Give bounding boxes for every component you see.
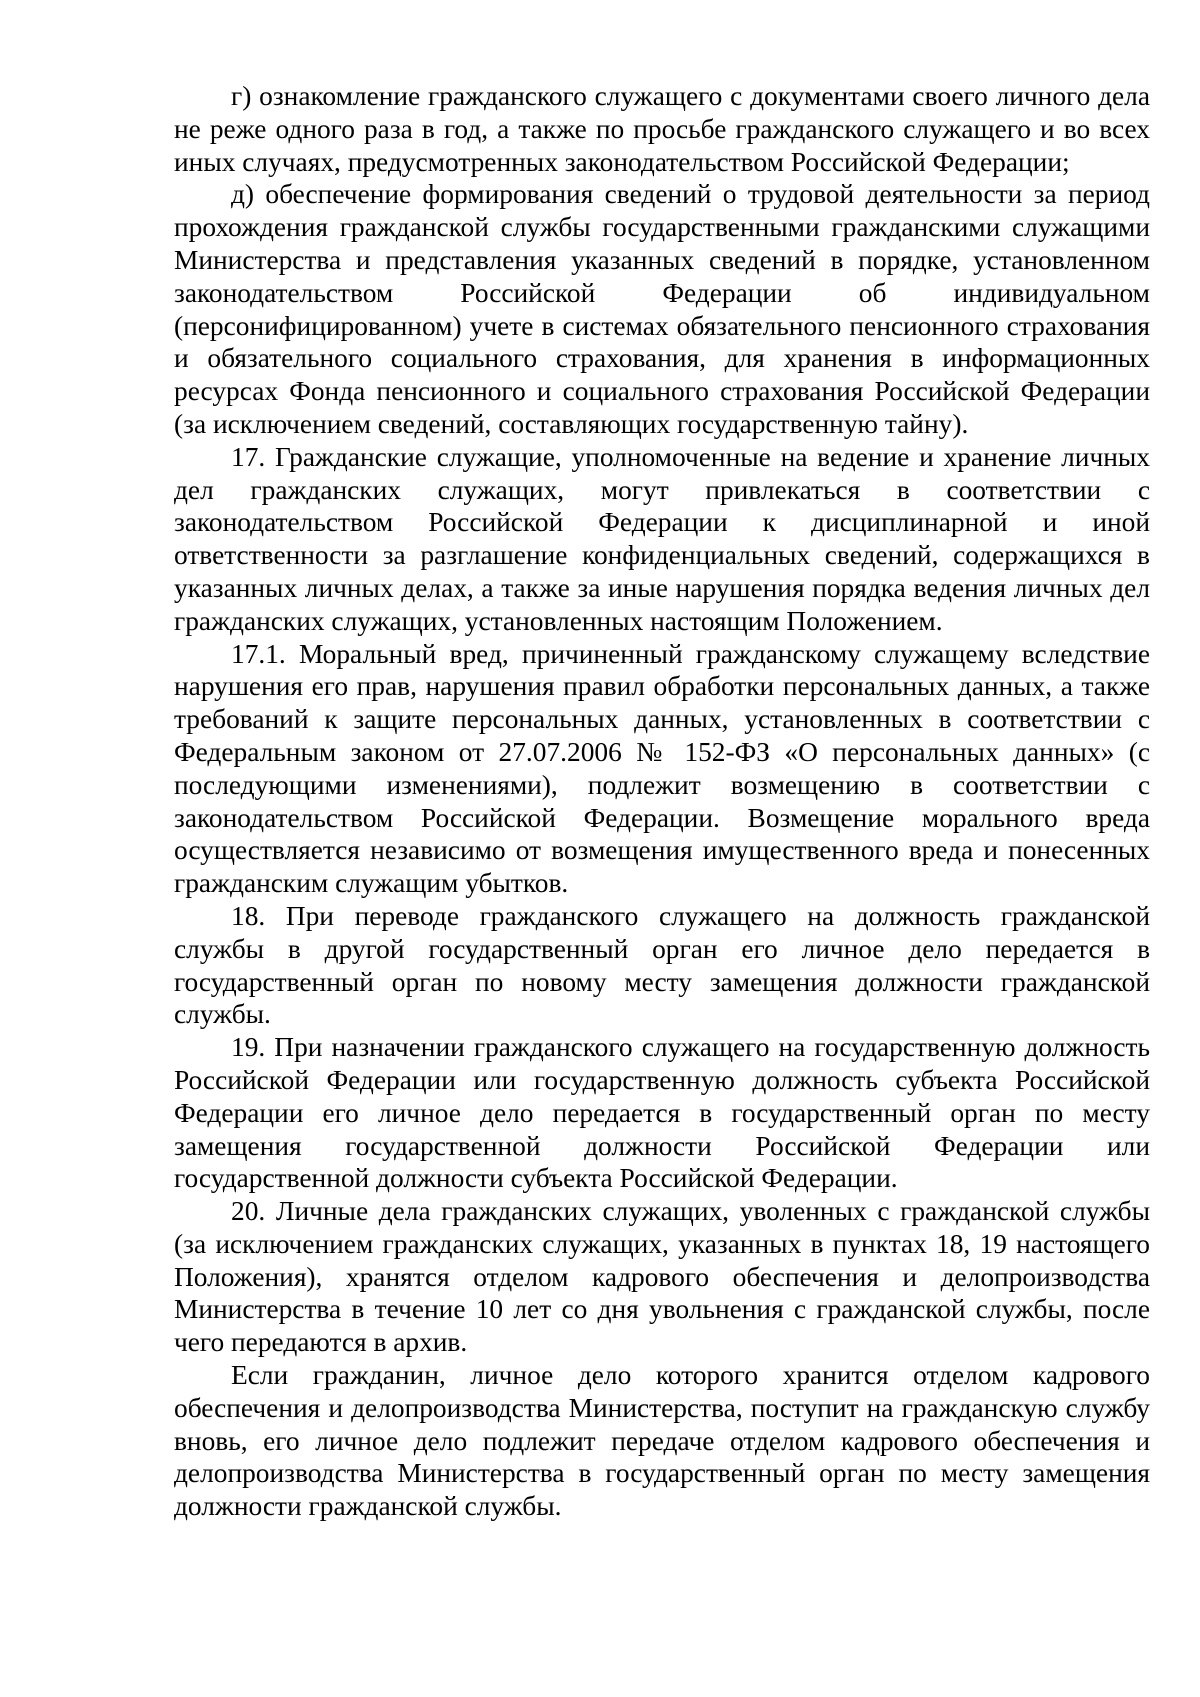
paragraph-clause-17-1: 17.1. Моральный вред, причиненный гражданскому служащему вследствие нарушения его прав, нарушения правил обработки персональных данных, а также требований к защите персональных данных, установленных в соответствии с Федеральным законом от 27.07.2006 № 152-ФЗ «О персональных данных» (с последующими изменениями), подлежит возмещению в соответствии с законодательством Российской Федерации. Возмещение морального вреда осуществляется независимо от возмещения имущественного вреда и понесенных гражданским служащим убытков. bbox=[174, 638, 1150, 899]
paragraph-clause-20-continuation: Если гражданин, личное дело которого хранится отделом кадрового обеспечения и делопроизводства Министерства, поступит на гражданскую службу вновь, его личное дело подлежит передаче отделом кадрового обеспечения и делопроизводства Министерства в государственный орган по месту замещения должности гражданской службы. bbox=[174, 1360, 1150, 1522]
paragraph-item-g: г) ознакомление гражданского служащего с документами своего личного дела не реже одного раза в год, а также по просьбе гражданского служащего и во всех иных случаях, предусмотренных законодательством Российской Федерации; bbox=[174, 81, 1150, 177]
paragraph-item-d: д) обеспечение формирования сведений о трудовой деятельности за период прохождения гражданской службы государственными гражданскими служащими Министерства и представления указанных сведений в порядке, установленном законодательством Российской Федерации об индивидуальном (персонифицированном) учете в системах обязательного пенсионного страхования и обязательного социального страхования, для хранения в информационных ресурсах Фонда пенсионного и социального страхования Российской Федерации (за исключением сведений, составляющих государственную тайну). bbox=[174, 179, 1150, 439]
paragraph-clause-20: 20. Личные дела гражданских служащих, уволенных с гражданской службы (за исключением гражданских служащих, указанных в пунктах 18, 19 настоящего Положения), хранятся отделом кадрового обеспечения и делопроизводства Министерства в течение 10 лет со дня увольнения с гражданской службы, после чего передаются в архив. bbox=[174, 1196, 1150, 1358]
document-page bbox=[174, 80, 1150, 1523]
paragraph-clause-18: 18. При переводе гражданского служащего на должность гражданской службы в другой государственный орган его личное дело передается в государственный орган по новому месту замещения должности гражданской службы. bbox=[174, 900, 1150, 1030]
paragraph-clause-19: 19. При назначении гражданского служащего на государственную должность Российской Федерации или государственную должность субъекта Российской Федерации его личное дело передается в государственный орган по месту замещения государственной должности Российской Федерации или государственной должности субъекта Российской Федерации. bbox=[174, 1032, 1150, 1194]
paragraph-clause-17: 17. Гражданские служащие, уполномоченные на ведение и хранение личных дел гражданских служащих, могут привлекаться в соответствии с законодательством Российской Федерации к дисциплинарной и иной ответственности за разглашение конфиденциальных сведений, содержащихся в указанных личных делах, а также за иные нарушения порядка ведения личных дел гражданских служащих, установленных настоящим Положением. bbox=[174, 441, 1150, 636]
